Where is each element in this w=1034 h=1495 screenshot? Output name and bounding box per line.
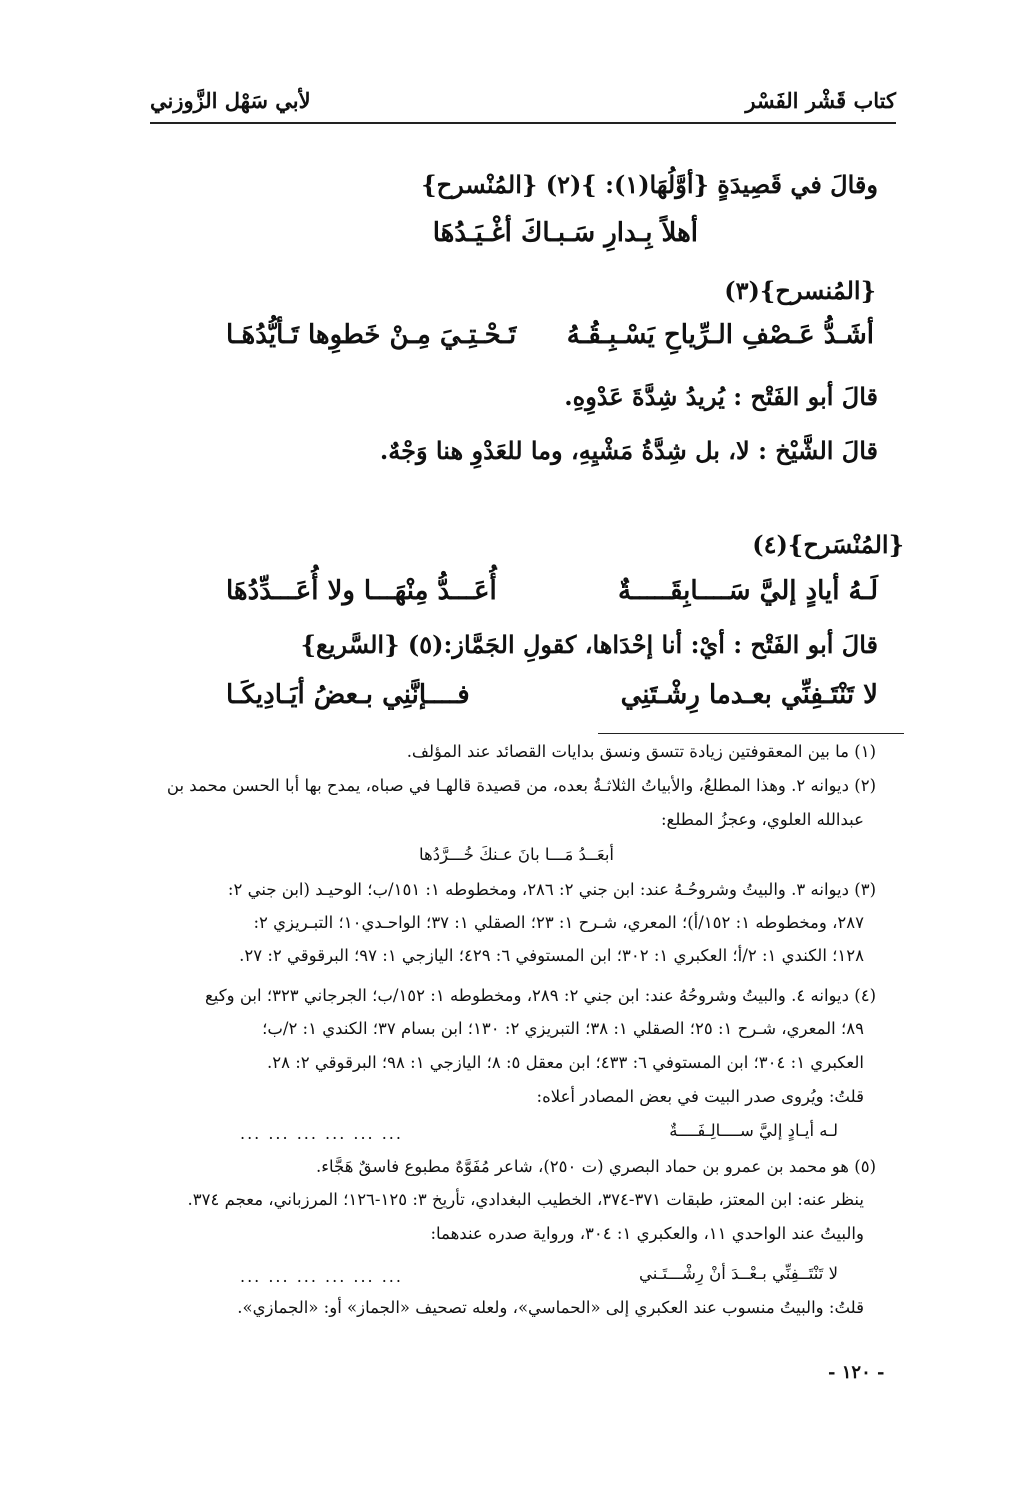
ellipsis-1: ... ... ... ... ... ... <box>240 1124 403 1143</box>
footnote-5-verse: لا تَنْتَــفِنِّي بـعْــدَ أنْ رِشْـــتَـني <box>639 1264 838 1283</box>
meter-label: {المُنسرح}(٣) <box>724 276 876 305</box>
footnote-3-cont-1: ٢٨٧، ومخطوطه ١: ١٥٢/أ)؛ المعري، شـرح ١: ٢٣؛ الصقلي ١: ٣٧؛ الواحـدي١٠؛ التبـريزي ٢: <box>253 913 864 932</box>
abulfath-comment-2: قالَ أبو الفَتْح : أيْ: أنا إحْدَاها، كقولِ الجَمَّاز:(٥) {السَّريع} <box>300 630 878 659</box>
intro-line: وقالَ في قَصِيدَةٍ {أوَّلُهَا(١): }(٢) {المُنْسرح} <box>421 170 878 199</box>
ellipsis-2: ... ... ... ... ... ... <box>240 1267 403 1286</box>
footnote-3: (٣) ديوانه ٣. والبيتُ وشروحُـهُ عند: ابن جني ٢: ٢٨٦، ومخطوطه ١: ١٥١/ب؛ الوحيـد (ابن جني ٢: <box>227 880 876 899</box>
verse-3-first-hemistich: لَـهُ أيادٍ إليَّ سَــــابِقَـــــةٌ <box>618 576 878 606</box>
book-title: كتاب قَشْر الفَسْر <box>745 88 896 113</box>
footnote-5-cont-2: والبيتُ عند الواحدي ١١، والعكبري ١: ٣٠٤، ورواية صدره عندهما: <box>430 1224 864 1243</box>
page-number: - ١٢٠ - <box>828 1362 885 1383</box>
footnote-4-note: قلتُ: ويُروى صدر البيت في بعض المصادر أعلاه: <box>536 1087 864 1106</box>
abulfath-comment-1: قالَ أبو الفَتْح : يُريدُ شِدَّةَ عَدْوِهِ. <box>564 382 878 411</box>
footnote-4: (٤) ديوانه ٤. والبيتُ وشروحُهُ عند: ابن جني ٢: ٢٨٩، ومخطوطه ١: ١٥٢/ب؛ الجرجاني ٣٢٣؛ ابن وكيع <box>205 986 876 1005</box>
verse-1: أهلاً بِـدارِ سَـبـاكَ أغْـيَـدُهَا <box>432 218 698 248</box>
verse-2-second-hemistich: تَـحْـتِـيَ مِـنْ خَطوِها تَـأيُّدُهَـا <box>226 320 517 350</box>
footnote-1: (١) ما بين المعقوفتين زيادة تتسق ونسق بدايات القصائد عند المؤلف. <box>406 742 876 761</box>
sheikh-comment: قالَ الشَّيْخ : لا، بل شِدَّةُ مَشْيِهِ، وما للعَدْوِ هنا وَجْهٌ. <box>379 436 878 465</box>
footnote-separator <box>598 733 904 734</box>
running-header <box>150 86 896 124</box>
verse-4-second-hemistich: فــــإنَّنِي بـعضُ أيَـادِيكَـا <box>226 680 470 710</box>
footnote-4-cont-1: ٨٩؛ المعري، شـرح ١: ٢٥؛ الصقلي ١: ٣٨؛ التبريزي ٢: ١٣٠؛ ابن بسام ٣٧؛ الكندي ١: ٢/ب؛ <box>262 1019 864 1038</box>
footnote-5-cont-1: ينظر عنه: ابن المعتز، طبقات ٣٧١-٣٧٤، الخطيب البغدادي، تأريخ ٣: ١٢٥-١٢٦؛ المرزباني، معجم ٣٧٤. <box>187 1190 864 1209</box>
footnote-5-note: قلتُ: والبيتُ منسوب عند العكبري إلى «الحماسي»، ولعله تصحيف «الجماز» أو: «الجمازي». <box>237 1298 864 1317</box>
meter-label-2: {المُنْسَرح}(٤) <box>752 530 904 559</box>
footnote-5: (٥) هو محمد بن عمرو بن حماد البصري (ت ٢٥٠)، شاعر مُفَوَّهٌ مطبوع فاسقٌ هَجَّاء. <box>316 1157 876 1176</box>
footnote-2-verse: أبعَــدُ مَـــا بانَ عـنكَ خُـــرَّدُها <box>419 845 614 864</box>
footnote-3-cont-2: ١٢٨؛ الكندي ١: ٢/أ؛ العكبري ١: ٣٠٢؛ ابن المستوفي ٦: ٤٢٩؛ اليازجي ١: ٩٧؛ البرقوقي ٢: ٢٧. <box>239 946 864 965</box>
footnote-4-cont-2: العكبري ١: ٣٠٤؛ ابن المستوفي ٦: ٤٣٣؛ ابن معقل ٥: ٨؛ اليازجي ١: ٩٨؛ البرقوقي ٢: ٢٨. <box>266 1053 864 1072</box>
verse-4-first-hemistich: لا تَنْتَـفِنِّي بعـدما رِشْـتَنِي <box>620 680 878 710</box>
verse-2-first-hemistich: أشَـدُّ عَـصْفِ الـرِّياحِ يَسْـبِـقُـهُ <box>566 320 874 350</box>
footnote-2: (٢) ديوانه ٢. وهذا المطلعُ، والأبياتُ الثلاثـةُ بعده، من قصيدة قالهـا في صباه، يمدح بها أبا الحسن محمد بن <box>166 776 876 795</box>
author-name: لأبي سَهْل الزَّوزني <box>150 88 311 113</box>
footnote-4-verse: لـه أيـادٍ إليَّ ســــالِـفَــــةٌ <box>669 1121 838 1140</box>
footnote-2-cont: عبدالله العلوي، وعجزُ المطلع: <box>661 810 864 829</box>
verse-3-second-hemistich: أُعَـــدُّ مِنْهَـــا ولا أُعَـــدِّدُهَا <box>226 576 497 606</box>
